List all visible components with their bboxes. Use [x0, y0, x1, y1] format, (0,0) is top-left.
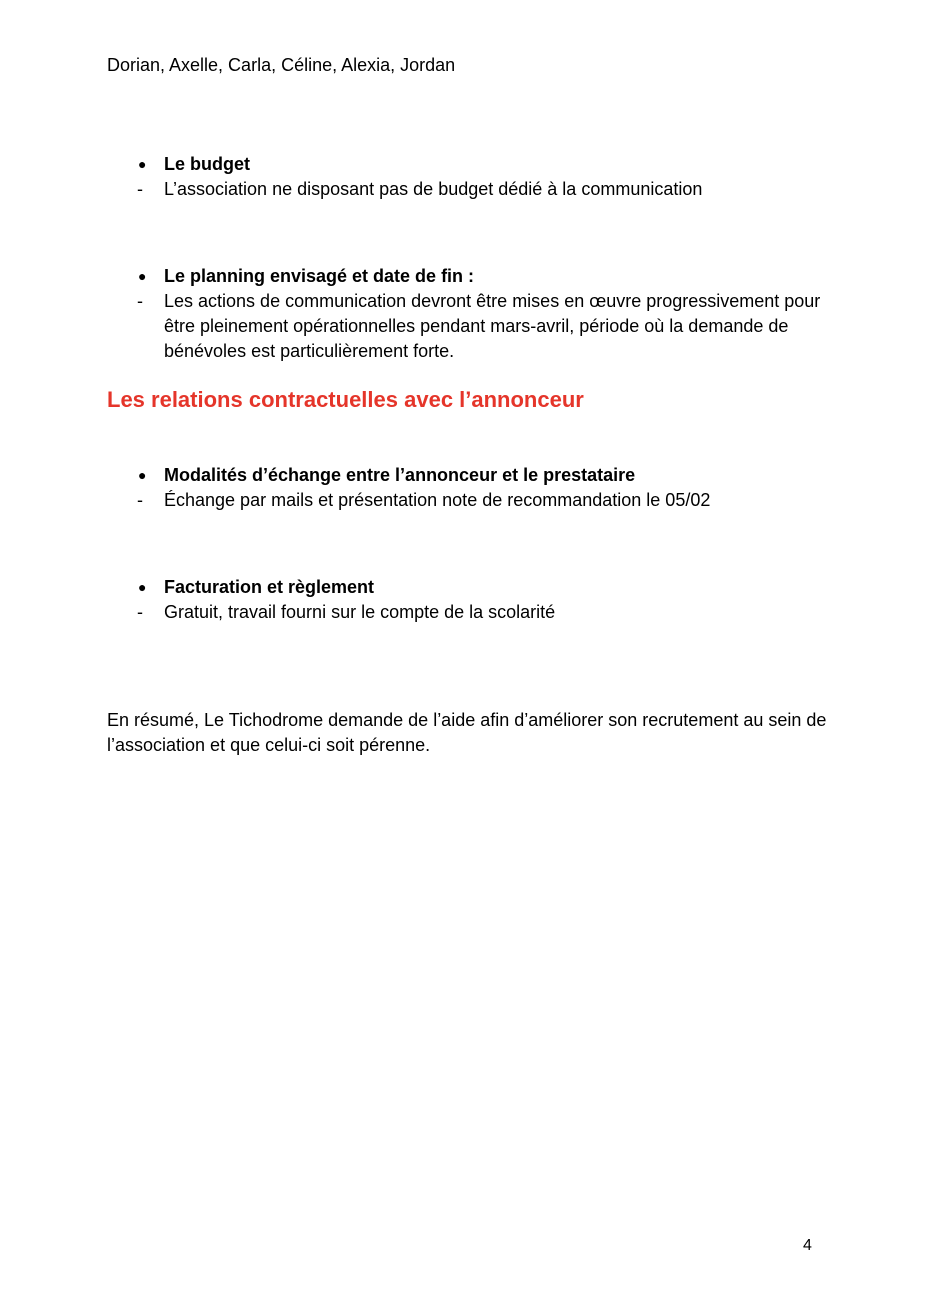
section-title-row: [107, 463, 827, 488]
section-title: Le planning envisagé et date de fin :: [164, 266, 475, 286]
list-item: [107, 289, 827, 364]
list-item: [107, 177, 827, 202]
list-item-text: L’association ne disposant pas de budget dédié à la communication: [164, 179, 703, 199]
section-budget: [107, 152, 827, 202]
dash-marker: -: [137, 179, 143, 199]
page-number: 4: [803, 1237, 812, 1254]
bullet-icon: ●: [138, 268, 147, 284]
section-title-row: [107, 575, 827, 600]
section-title: Facturation et règlement: [164, 577, 375, 597]
dash-marker: -: [137, 291, 143, 311]
dash-marker: -: [137, 490, 143, 510]
bullet-icon: ●: [138, 156, 147, 172]
summary-paragraph: En résumé, Le Tichodrome demande de l’aide afin d’améliorer son recrutement au sein de l’association et que celui-ci soit pérenne.: [107, 710, 827, 755]
bullet-icon: ●: [138, 579, 147, 595]
section-title-row: [107, 152, 827, 177]
list-item: [107, 488, 827, 513]
section-modalites: [107, 463, 827, 513]
section-facturation: [107, 575, 827, 625]
list-item-text: Gratuit, travail fourni sur le compte de la scolarité: [164, 602, 556, 622]
list-item: [107, 600, 827, 625]
bullet-icon: ●: [138, 467, 147, 483]
list-item-text: Échange par mails et présentation note de recommandation le 05/02: [164, 490, 711, 510]
heading-relations: Les relations contractuelles avec l’annonceur: [107, 387, 584, 412]
authors-header: Dorian, Axelle, Carla, Céline, Alexia, Jordan: [107, 55, 456, 75]
section-planning: [107, 264, 827, 364]
dash-marker: -: [137, 602, 143, 622]
list-item-text: Les actions de communication devront être mises en œuvre progressivement pour être pleinement opérationnelles pendant mars-avril, période où la demande de bénévoles est particulièrement forte.: [164, 291, 821, 361]
section-title-row: [107, 264, 827, 289]
section-title: Le budget: [164, 154, 250, 174]
section-title: Modalités d’échange entre l’annonceur et le prestataire: [164, 465, 636, 485]
